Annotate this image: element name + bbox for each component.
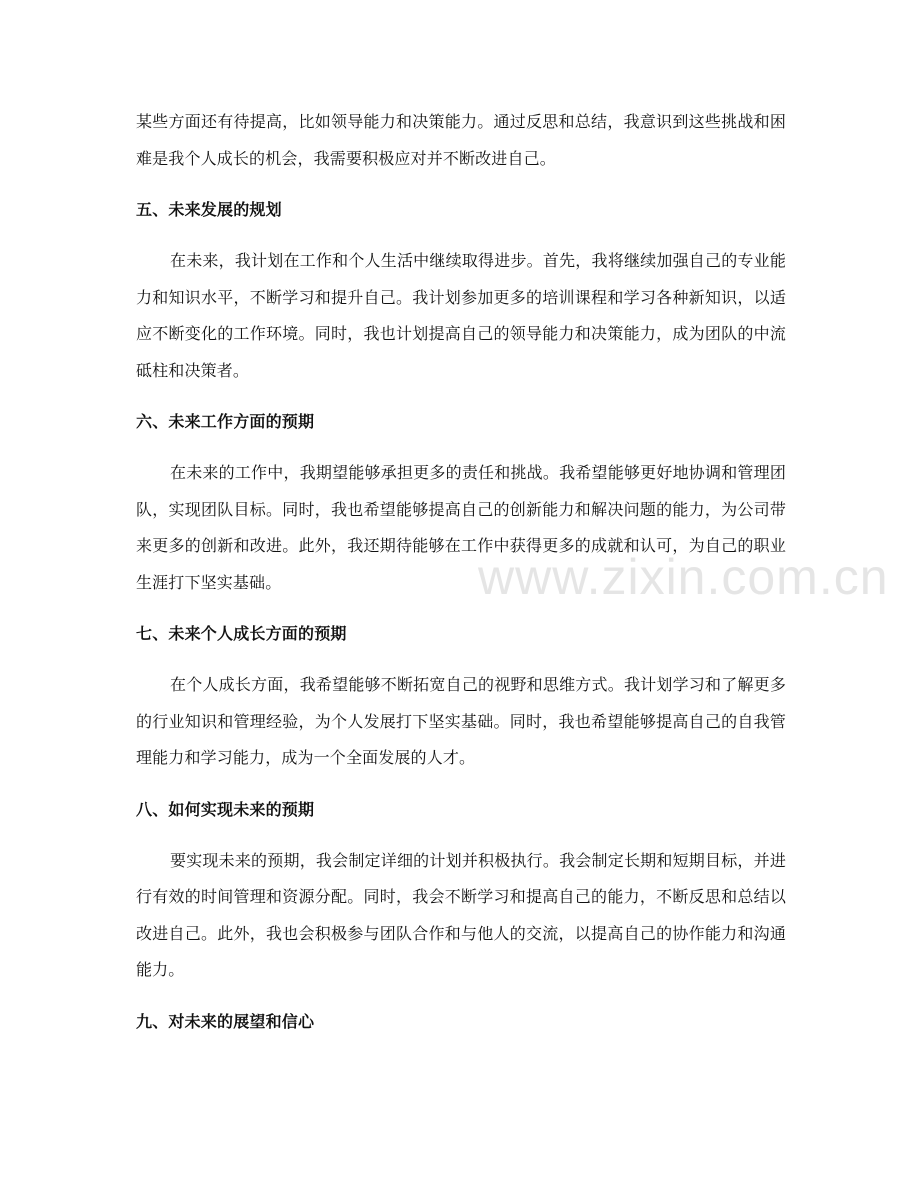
section-6-heading: 六、未来工作方面的预期 <box>136 412 315 431</box>
section-6-paragraph: 在未来的工作中，我期望能够承担更多的责任和挑战。我希望能够更好地协调和管理团队，实现团队目标。同时，我也希望能够提高自己的创新能力和解决问题的能力，为公司带来更多的创新和改进。此外，我还期待能够在工作中获得更多的成就和认可，为自己的职业生涯打下坚实基础。 <box>136 463 786 592</box>
section-7-heading: 七、未来个人成长方面的预期 <box>136 624 347 643</box>
watermark-text: www.zixin.com.cn <box>478 549 889 605</box>
section-9-heading: 九、对未来的展望和信心 <box>136 1011 315 1031</box>
section-8-paragraph: 要实现未来的预期，我会制定详细的计划并积极执行。我会制定长期和短期目标，并进行有效的时间管理和资源分配。同时，我会不断学习和提高自己的能力，不断反思和总结以改进自己。此外，我也会积极参与团队合作和与他人的交流，以提高自己的协作能力和沟通能力。 <box>136 850 786 979</box>
section-8-heading: 八、如何实现未来的预期 <box>136 799 315 819</box>
section-7-paragraph: 在个人成长方面，我希望能够不断拓宽自己的视野和思维方式。我计划学习和了解更多的行业知识和管理经验，为个人发展打下坚实基础。同时，我也希望能够提高自己的自我管理能力和学习能力，成为一个全面发展的人才。 <box>136 675 786 767</box>
section-5-paragraph: 在未来，我计划在工作和个人生活中继续取得进步。首先，我将继续加强自己的专业能力和知识水平，不断学习和提升自己。我计划参加更多的培训课程和学习各种新知识，以适应不断变化的工作环境。同时，我也计划提高自己的领导能力和决策能力，成为团队的中流砥柱和决策者。 <box>136 251 786 380</box>
document-body <box>136 104 786 1040</box>
intro-paragraph: 某些方面还有待提高，比如领导能力和决策能力。通过反思和总结，我意识到这些挑战和困难是我个人成长的机会，我需要积极应对并不断改进自己。 <box>136 112 786 168</box>
section-5-heading: 五、未来发展的规划 <box>136 200 282 219</box>
